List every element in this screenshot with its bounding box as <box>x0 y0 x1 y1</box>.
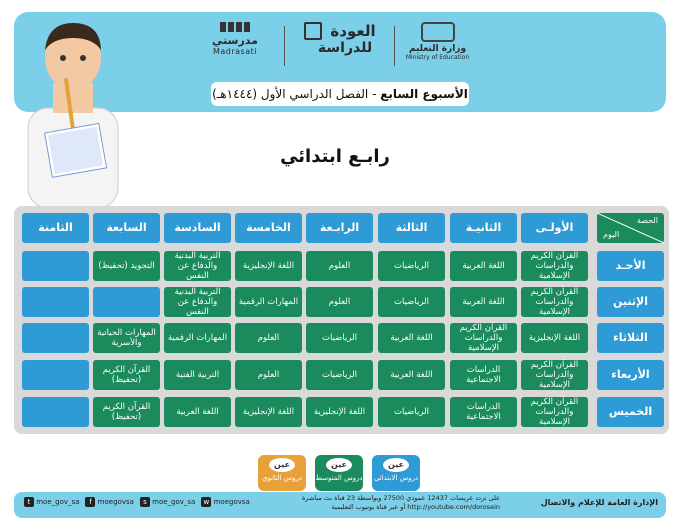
subject-cell: القرآن الكريم (تحفيظ) <box>93 397 160 427</box>
subject-cell: القرآن الكريم والدراسات الإسلامية <box>521 360 588 390</box>
footer-bar <box>14 492 666 518</box>
subject-cell: اللغة الإنجليزية <box>235 251 302 281</box>
day-label: الأربعاء <box>597 360 664 390</box>
subject-cell: العلوم <box>306 251 373 281</box>
subject-cell: المهارات الرقمية <box>235 287 302 317</box>
channel-label: دروس الثانوي <box>261 474 302 482</box>
period-header: الثانيـة <box>450 213 517 243</box>
corner-day-label: اليوم <box>603 230 620 239</box>
channel-badge[interactable] <box>258 455 306 491</box>
page-title: رابـع ابتدائي <box>280 146 390 167</box>
social-links <box>24 497 250 507</box>
subject-cell: المهارات الرقمية <box>164 323 231 353</box>
moe-emblem-icon <box>421 22 455 42</box>
broadcast-line2[interactable]: أو عبر قناة يوتيوب التعليمية http://youtube.com/dorosein <box>331 503 500 511</box>
social-link[interactable] <box>140 497 195 507</box>
footer-dept: الإدارة العامة للإعلام والاتصال <box>540 498 658 507</box>
subject-cell: اللغة العربية <box>164 397 231 427</box>
madrasati-bars-icon <box>200 22 270 32</box>
ain-logo-icon: عين <box>326 458 352 472</box>
social-handle: moe_gov_sa <box>34 498 80 506</box>
corner-header <box>597 213 664 243</box>
empty-cell <box>22 287 89 317</box>
day-label: الثلاثاء <box>597 323 664 353</box>
subject-cell: القرآن الكريم والدراسات الإسلامية <box>521 397 588 427</box>
period-header: الأولـى <box>521 213 588 243</box>
subject-cell: الدراسات الاجتماعية <box>450 397 517 427</box>
broadcast-info <box>270 494 500 512</box>
week-label <box>211 82 469 106</box>
social-link[interactable] <box>24 497 79 507</box>
social-handle: moegovsa <box>95 498 134 506</box>
week-term: - الفصل الدراسي الأول (١٤٤٤هـ) <box>212 87 381 101</box>
social-handle: moegovsa <box>211 498 250 506</box>
book-icon <box>304 22 322 40</box>
subject-cell: الدراسات الاجتماعية <box>450 360 517 390</box>
empty-cell <box>93 287 160 317</box>
social-link[interactable] <box>85 497 133 507</box>
snapchat-icon: s <box>140 497 150 507</box>
channel-label: دروس الابتدائي <box>373 474 419 482</box>
day-label: الإثنين <box>597 287 664 317</box>
facebook-icon: f <box>85 497 95 507</box>
subject-cell: التربية البدنية والدفاع عن النفس <box>164 287 231 317</box>
subject-cell: الرياضيات <box>378 397 445 427</box>
subject-cell: اللغة العربية <box>378 360 445 390</box>
subject-cell: الرياضيات <box>378 287 445 317</box>
subject-cell: الرياضيات <box>306 360 373 390</box>
empty-cell <box>22 397 89 427</box>
logo-divider <box>284 26 285 66</box>
period-header: الثامنة <box>22 213 89 243</box>
back-to-school-line1: العودة <box>330 22 376 40</box>
web-icon: w <box>201 497 211 507</box>
subject-cell: التجويد (تحفيظ) <box>93 251 160 281</box>
moe-logo-ar: وزارة التعليم <box>408 44 467 54</box>
period-header: السابعة <box>93 213 160 243</box>
day-label: الخميس <box>597 397 664 427</box>
week-bold: الأسبوع السابع <box>380 87 468 101</box>
subject-cell: اللغة الإنجليزية <box>235 397 302 427</box>
empty-cell <box>22 251 89 281</box>
subject-cell: العلوم <box>235 360 302 390</box>
madrasati-logo <box>200 22 270 70</box>
student-illustration <box>8 8 128 208</box>
subject-cell: المهارات الحياتية والأسرية <box>93 323 160 353</box>
back-to-school-logo <box>300 22 390 70</box>
subject-cell: القرآن الكريم والدراسات الإسلامية <box>521 287 588 317</box>
period-header: السادسة <box>164 213 231 243</box>
channel-label: دروس المتوسط <box>315 474 363 482</box>
moe-logo <box>400 22 475 70</box>
subject-cell: الرياضيات <box>306 323 373 353</box>
period-header: الثالثة <box>378 213 445 243</box>
back-to-school-line2: للدراسة <box>317 40 373 56</box>
channel-badge[interactable] <box>315 455 363 491</box>
period-header: الرابـعة <box>306 213 373 243</box>
subject-cell: التربية البدنية والدفاع عن النفس <box>164 251 231 281</box>
empty-cell <box>22 323 89 353</box>
social-link[interactable] <box>201 497 249 507</box>
channel-badge[interactable] <box>372 455 420 491</box>
ain-logo-icon: عين <box>269 458 295 472</box>
subject-cell: اللغة الإنجليزية <box>306 397 373 427</box>
day-label: الأحـد <box>597 251 664 281</box>
subject-cell: اللغة العربية <box>378 323 445 353</box>
subject-cell: القرآن الكريم والدراسات الإسلامية <box>450 323 517 353</box>
subject-cell: العلوم <box>306 287 373 317</box>
broadcast-line1: على تردد عربسات 12437 عمودي 27500 وبواسطة 23 قناة بث مباشرة <box>301 494 500 502</box>
empty-cell <box>22 360 89 390</box>
subject-cell: اللغة العربية <box>450 287 517 317</box>
madrasati-logo-en: Madrasati <box>212 47 257 56</box>
logo-divider <box>394 26 395 66</box>
subject-cell: القرآن الكريم والدراسات الإسلامية <box>521 251 588 281</box>
period-header: الخامسة <box>235 213 302 243</box>
corner-period-label: الحصة <box>636 216 658 225</box>
moe-logo-en: Ministry of Education <box>405 54 470 61</box>
ain-logo-icon: عين <box>383 458 409 472</box>
subject-cell: اللغة الإنجليزية <box>521 323 588 353</box>
social-handle: moe_gov_sa <box>149 498 196 506</box>
madrasati-logo-ar: مدرستي <box>212 34 258 47</box>
subject-cell: التربية الفنية <box>164 360 231 390</box>
subject-cell: الرياضيات <box>378 251 445 281</box>
subject-cell: اللغة العربية <box>450 251 517 281</box>
subject-cell: القرآن الكريم (تحفيظ) <box>93 360 160 390</box>
twitter-icon: t <box>24 497 34 507</box>
subject-cell: العلوم <box>235 323 302 353</box>
